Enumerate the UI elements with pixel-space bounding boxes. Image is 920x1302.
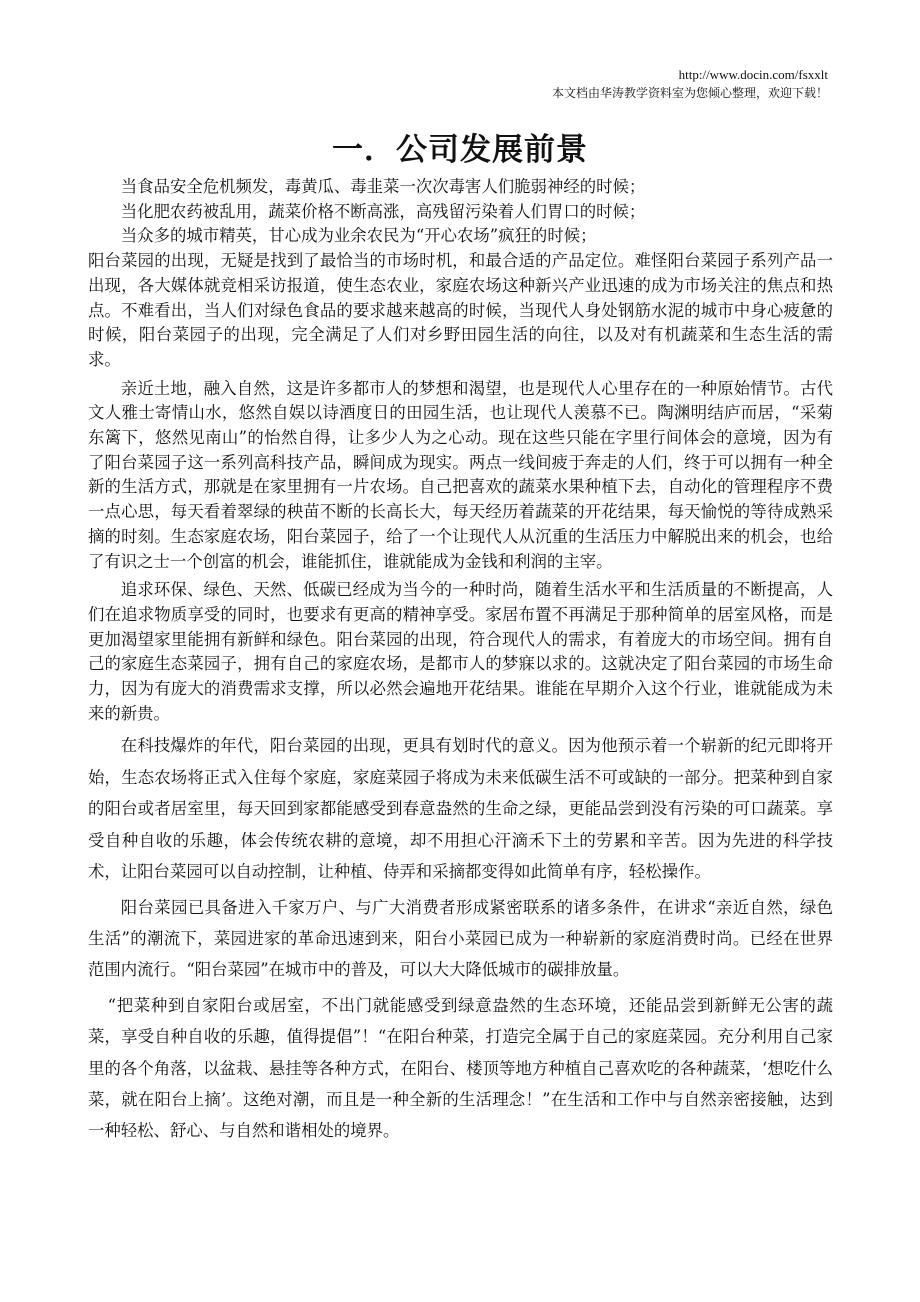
paragraph-3: 当众多的城市精英，甘心成为业余农民为“开心农场”疯狂的时候； [120,226,597,246]
section-title: 一．公司发展前景 [332,132,588,168]
paragraph-5: 亲近土地，融入自然，这是许多都市人的梦想和渴望，也是现代人心里存在的一种原始情节。古代文人雅士寄情山水，悠然自娱以诗酒度日的田园生活，也让现代人羡慕不已。陶渊明结庐而居，“采菊东篱下，悠然见南山”的怡然自得，让多少人为之心动。现在这些只能在字里行间体会的意境，因为有了阳台菜园子这一系列高科技产品，瞬间成为现实。两点一线间疲于奔走的人们，终于可以拥有一种全新的生活方式，那就是在家里拥有一片农场。自己把喜欢的蔬菜水果种植下去，自动化的管理程序不费一点心思，每天看着翠绿的秧苗不断的长高长大，每天经历着蔬菜的开花结果，每天愉悦的等待成熟采摘的时刻。生态家庭农场，阳台菜园子，给了一个让现代人从沉重的生活压力中解脱出来的机会，也给了有识之士一个创富的机会，谁能抓住，谁就能成为金钱和利润的主宰。 [88,378,833,571]
paragraph-1: 当食品安全危机频发，毒黄瓜、毒韭菜一次次毒害人们脆弱神经的时候； [120,177,646,196]
paragraph-8: 阳台菜园已具备进入千家万户、与广大消费者形成紧密联系的诸多条件，在讲求“亲近自然，绿色生活”的潮流下，菜园进家的革命迅速到来，阳台小菜园已成为一种崭新的家庭消费时尚。已经在世界范围内流行。“阳台菜园”在城市中的普及，可以大大降低城市的碳排放量。 [88,897,833,980]
page-header [552,66,828,102]
paragraph-2: 当化肥农药被乱用，蔬菜价格不断高涨，高残留污染着人们胃口的时候； [120,201,646,221]
header-url[interactable]: http://www.docin.com/fsxxlt [678,67,828,82]
paragraph-7: 在科技爆炸的年代，阳台菜园的出现，更具有划时代的意义。因为他预示着一个崭新的纪元即将开始，生态农场将正式入住每个家庭，家庭菜园子将成为未来低碳生活不可或缺的一部分。把菜种到自家的阳台或者居室里，每天回到家都能感受到春意盎然的生命之绿，更能品尝到没有污染的可口蔬菜。享受自种自收的乐趣，体会传统农耕的意境，却不用担心汗滴禾下土的劳累和辛苦。因为先进的科学技术，让阳台菜园可以自动控制，让种植、侍弄和采摘都变得如此简单有序，轻松操作。 [88,736,833,882]
paragraph-9: “把菜种到自家阳台或居室，不出门就能感受到绿意盎然的生态环境，还能品尝到新鲜无公害的蔬菜，享受自种自收的乐趣，值得提倡”！“在阳台种菜，打造完全属于自己的家庭菜园。充分利用自己家里的各个角落，以盆栽、悬挂等各种方式，在阳台、楼顶等地方种植自己喜欢吃的各种蔬菜，‘想吃什么菜，就在阳台上摘’。这绝对潮，而且是一种全新的生活理念！”在生活和工作中与自然亲密接触，达到一种轻松、舒心、与自然和谐相处的境界。 [88,995,833,1141]
paragraph-6: 追求环保、绿色、天然、低碳已经成为当今的一种时尚，随着生活水平和生活质量的不断提高，人们在追求物质享受的同时，也要求有更高的精神享受。家居布置不再满足于那种简单的居室风格，而是更加渴望家里能拥有新鲜和绿色。阳台菜园的出现，符合现代人的需求，有着庞大的市场空间。拥有自己的家庭生态菜园子，拥有自己的家庭农场，是都市人的梦寐以求的。这就决定了阳台菜园的市场生命力，因为有庞大的消费需求支撑，所以必然会遍地开花结果。谁能在早期介入这个行业，谁就能成为未来的新贵。 [88,580,833,723]
document-body [88,175,833,1147]
paragraph-4: 阳台菜园的出现，无疑是找到了最恰当的市场时机，和最合适的产品定位。难怪阳台菜园子系列产品一出现，各大媒体就竞相采访报道，使生态农业，家庭农场这种新兴产业迅速的成为市场关注的焦点和热点。不难看出，当人们对绿色食品的要求越来越高的时候，当现代人身处钢筋水泥的城市中身心疲惫的时候，阳台菜园子的出现，完全满足了人们对乡野田园生活的向往，以及对有机蔬菜和生态生活的需求。 [88,251,833,369]
header-notice: 本文档由华涛教学资料室为您倾心整理，欢迎下载！ [551,86,828,100]
